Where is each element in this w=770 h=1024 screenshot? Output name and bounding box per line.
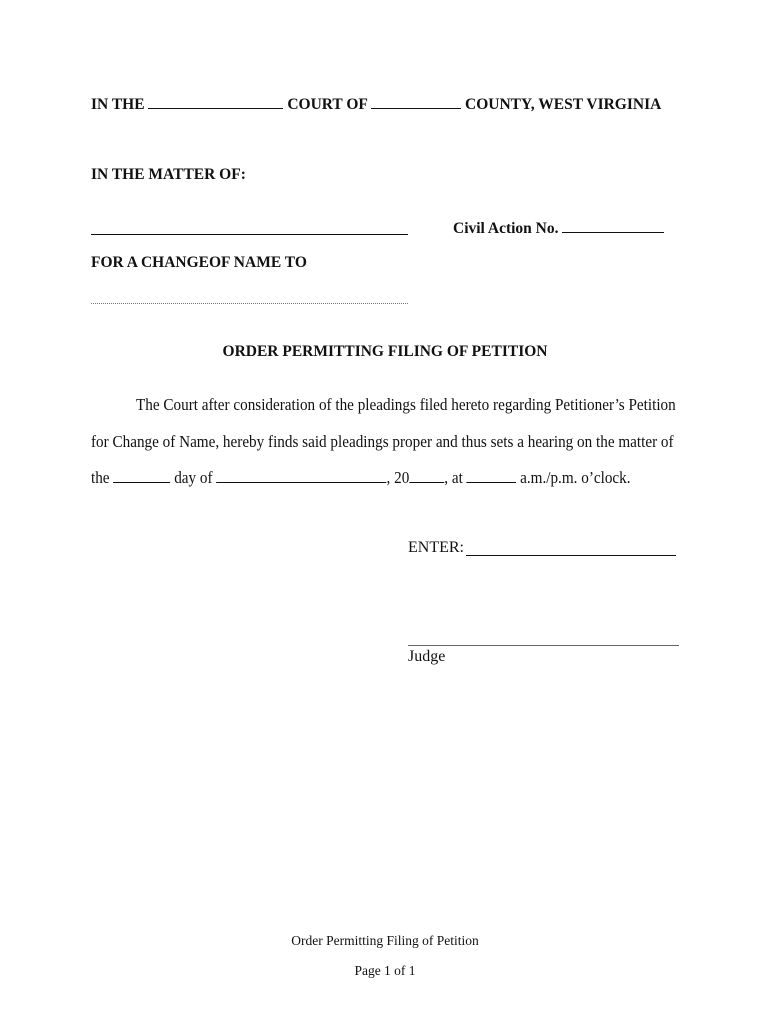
at-label: , at — [444, 468, 463, 487]
court-header — [91, 94, 661, 114]
civil-action-label: Civil Action No. — [453, 220, 559, 237]
the-label: the — [91, 468, 110, 487]
enter-date-field[interactable] — [466, 555, 676, 556]
footer-title: Order Permitting Filing of Petition — [291, 933, 479, 948]
new-name-field[interactable] — [91, 303, 408, 304]
body-line-1: The Court after consideration of the pleadings filed hereto regarding Petitioner’s Petition — [136, 395, 676, 414]
in-the-label: IN THE — [91, 96, 145, 113]
in-the-matter-of: IN THE MATTER OF: — [91, 166, 246, 183]
year-prefix: , 20 — [386, 468, 410, 487]
court-of-label: COURT OF — [287, 96, 368, 113]
court-name-field[interactable] — [148, 94, 283, 109]
civil-action — [453, 218, 664, 238]
county-name-field[interactable] — [371, 94, 461, 109]
body-line-2: for Change of Name, hereby finds said pleadings proper and thus sets a hearing on the matter of — [91, 432, 674, 451]
page-number: Page 1 of 1 — [354, 963, 416, 978]
body-line-3 — [91, 468, 631, 487]
time-field[interactable] — [467, 468, 517, 483]
year-field[interactable] — [409, 468, 444, 483]
enter-line — [408, 539, 464, 557]
county-label: COUNTY, WEST VIRGINIA — [465, 96, 662, 113]
change-of-name-label: FOR A CHANGEOF NAME TO — [91, 254, 307, 271]
document-title: ORDER PERMITTING FILING OF PETITION — [222, 343, 548, 360]
petitioner-name-field[interactable] — [91, 234, 408, 235]
month-field[interactable] — [216, 468, 386, 483]
am-pm-label: a.m./p.m. o’clock. — [520, 468, 631, 487]
civil-action-number-field[interactable] — [562, 218, 664, 233]
day-of-label: day of — [174, 468, 213, 487]
enter-label: ENTER: — [408, 539, 464, 556]
judge-label: Judge — [408, 648, 446, 665]
day-field[interactable] — [113, 468, 170, 483]
judge-signature-field[interactable] — [408, 645, 679, 646]
